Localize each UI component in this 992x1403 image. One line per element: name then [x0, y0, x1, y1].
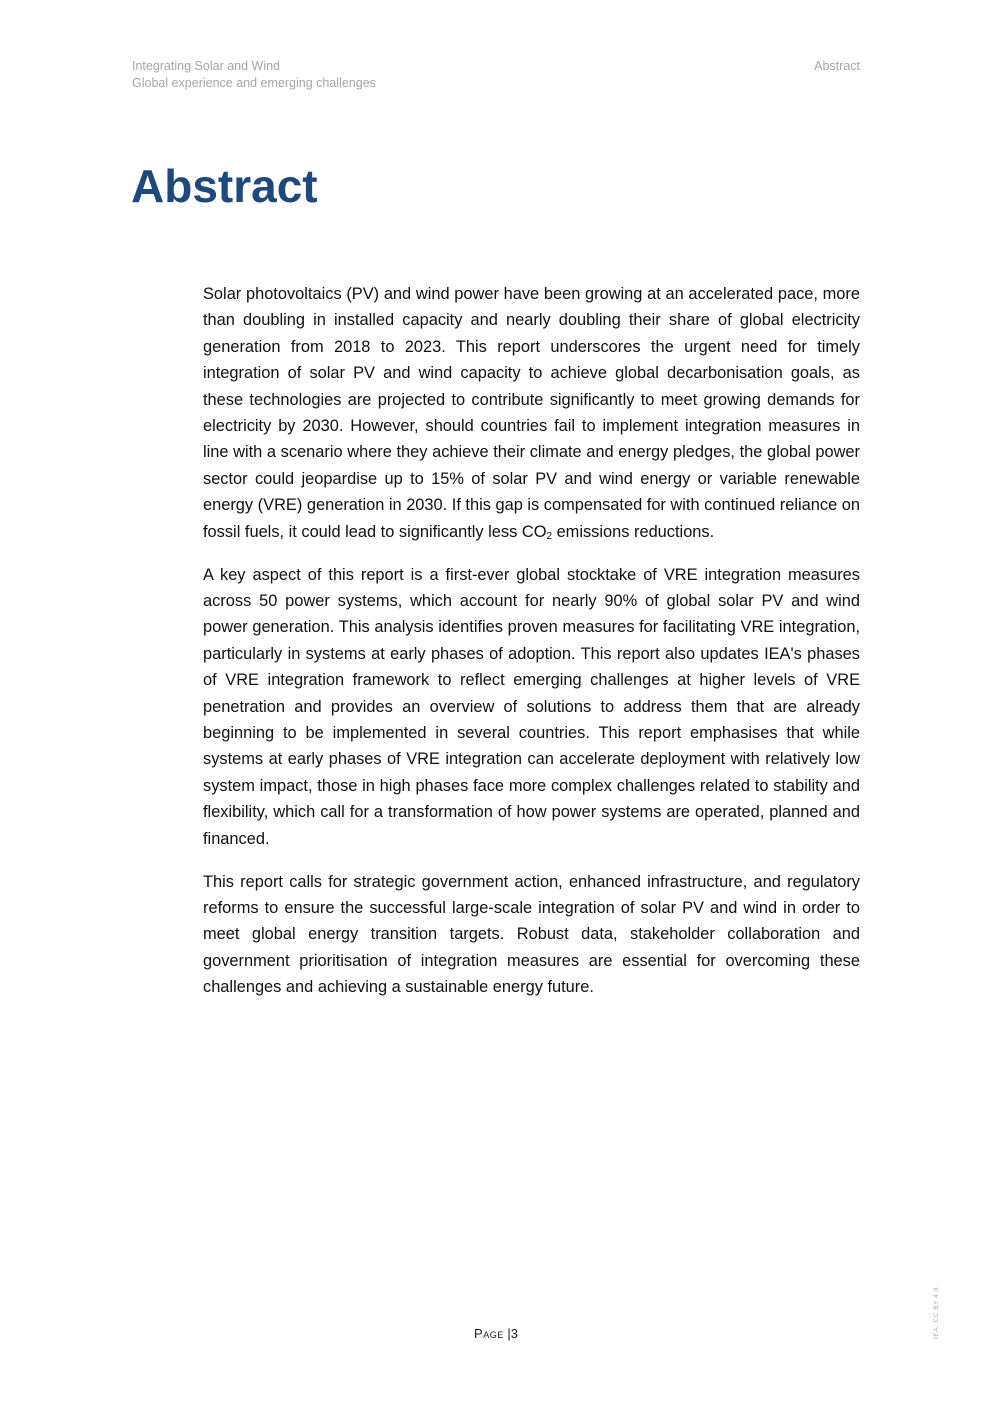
license-note: IEA. CC BY 4.0.	[933, 1285, 940, 1339]
section-label: Abstract	[814, 59, 860, 73]
paragraph: A key aspect of this report is a first-ever global stocktake of VRE integration measures across 50 power systems, which account for nearly 90% of global solar PV and wind power generation. This analysis identifies proven measures for facilitating VRE integration, particularly in systems at early phases of adoption. This report also updates IEA's phases of VRE integration framework to reflect emerging challenges at higher levels of VRE penetration and provides an overview of solutions to address them that are already beginning to be implemented in several countries. This report emphasises that while systems at early phases of VRE integration can accelerate deployment with relatively low system impact, those in high phases face more complex challenges related to stability and flexibility, which call for a transformation of how power systems are operated, planned and financed.	[203, 565, 860, 848]
page-title: Abstract	[131, 160, 318, 212]
abstract-body	[203, 281, 860, 1017]
subscript: 2	[546, 530, 553, 542]
running-header	[132, 58, 376, 92]
page-separator: |	[507, 1326, 511, 1341]
report-subtitle: Global experience and emerging challenges	[132, 76, 376, 90]
page-number: 3	[510, 1326, 518, 1341]
paragraph-text: emissions reductions.	[552, 522, 715, 541]
paragraph-text: Solar photovoltaics (PV) and wind power have been growing at an accelerated pace, more than doubling in installed capacity and nearly doubling their share of global electricity generation from 2018 to 2023. This report underscores the urgent need for timely integration of solar PV and wind capacity to achieve global decarbonisation goals, as these technologies are projected to contribute significantly to meet growing demands for electricity by 2030. However, should countries fail to implement integration measures in line with a scenario where they achieve their climate and energy pledges, the global power sector could jeopardise up to 15% of solar PV and wind energy or variable renewable energy (VRE) generation in 2030. If this gap is compensated for with continued reliance on fossil fuels, it could lead to significantly less CO	[203, 285, 860, 541]
paragraph: This report calls for strategic government action, enhanced infrastructure, and regulatory reforms to ensure the successful large-scale integration of solar PV and wind in order to meet global energy transition targets. Robust data, stakeholder collaboration and government prioritisation of integration measures are essential for overcoming these challenges and achieving a sustainable energy future.	[203, 872, 860, 997]
report-title: Integrating Solar and Wind	[132, 59, 281, 73]
page-footer	[0, 1325, 992, 1343]
paragraph	[203, 281, 860, 545]
page-label: Page	[474, 1326, 504, 1341]
